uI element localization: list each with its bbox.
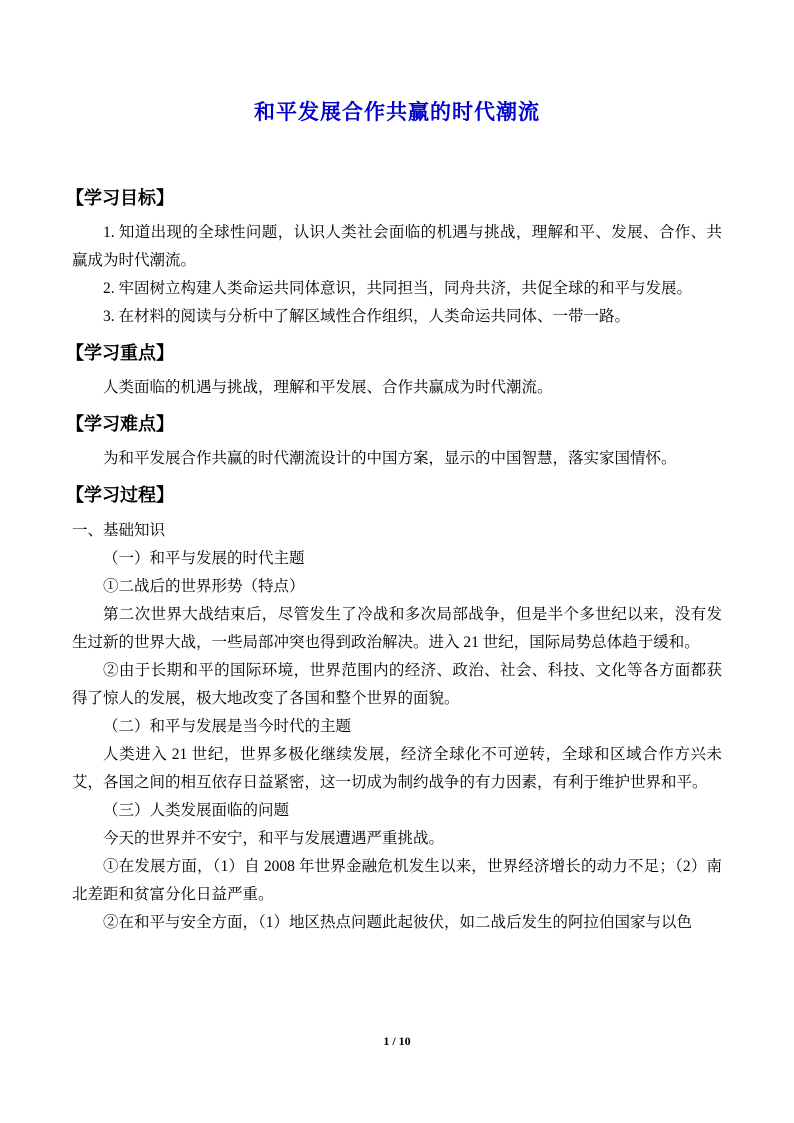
heading-learning-key-point: 【学习重点】 xyxy=(66,343,174,363)
para-development-problems: ①在发展方面，（1）自 2008 年世界金融危机发生以来，世界经济增长的动力不足；（2）南北差距和贫富分化日益严重。 xyxy=(72,858,722,903)
para-security-problems: ②在和平与安全方面，（1）地区热点问题此起彼伏，如二战后发生的阿拉伯国家与以色 xyxy=(103,914,693,931)
heading-learning-goals: 【学习目标】 xyxy=(66,188,174,208)
heading-learning-difficulty: 【学习难点】 xyxy=(66,414,174,434)
document-content xyxy=(66,96,722,937)
para-peace-environment: ②由于长期和平的国际环境，世界范围内的经济、政治、社会、科技、文化等各方面都获得了惊人的发展，极大地改变了各国和整个世界的面貌。 xyxy=(72,662,722,707)
goal-item-3: 3. 在材料的阅读与分析中了解区域性合作组织，人类命运共同体、一带一路。 xyxy=(103,308,631,325)
heading-learning-process: 【学习过程】 xyxy=(66,485,174,505)
document-title: 和平发展合作共赢的时代潮流 xyxy=(254,100,540,124)
page-number: 1 / 10 xyxy=(383,1034,411,1048)
part1-heading-basics: 一、基础知识 xyxy=(72,522,166,539)
goal-item-2: 2. 牢固树立构建人类命运共同体意识，共同担当，同舟共济，共促全球的和平与发展。 xyxy=(103,280,693,297)
subheading-topic-3: （三）人类发展面临的问题 xyxy=(103,802,290,819)
goal-item-1: 1. 知道出现的全球性问题，认识人类社会面临的机遇与挑战，理解和平、发展、合作、共赢成为时代潮流。 xyxy=(72,224,722,269)
difficulty-body: 为和平发展合作共赢的时代潮流设计的中国方案，显示的中国智慧，落实家国情怀。 xyxy=(103,450,677,467)
point-postwar-situation: ①二战后的世界形势（特点） xyxy=(103,578,305,595)
para-21st-century: 人类进入 21 世纪，世界多极化继续发展，经济全球化不可逆转，全球和区域合作方兴未艾，各国之间的相互依存日益紧密，这一切成为制约战争的有力因素，有利于维护世界和平。 xyxy=(72,746,722,791)
para-world-not-peaceful: 今天的世界并不安宁，和平与发展遭遇严重挑战。 xyxy=(103,830,445,847)
para-postwar-detail: 第二次世界大战结束后，尽管发生了冷战和多次局部战争，但是半个多世纪以来，没有发生过新的世界大战，一些局部冲突也得到政治解决。进入 21 世纪，国际局势总体趋于缓和。 xyxy=(72,606,722,651)
key-point-body: 人类面临的机遇与挑战，理解和平发展、合作共赢成为时代潮流。 xyxy=(103,379,553,396)
subheading-topic-1: （一）和平与发展的时代主题 xyxy=(103,550,305,567)
subheading-topic-2: （二）和平与发展是当今时代的主题 xyxy=(103,718,352,735)
